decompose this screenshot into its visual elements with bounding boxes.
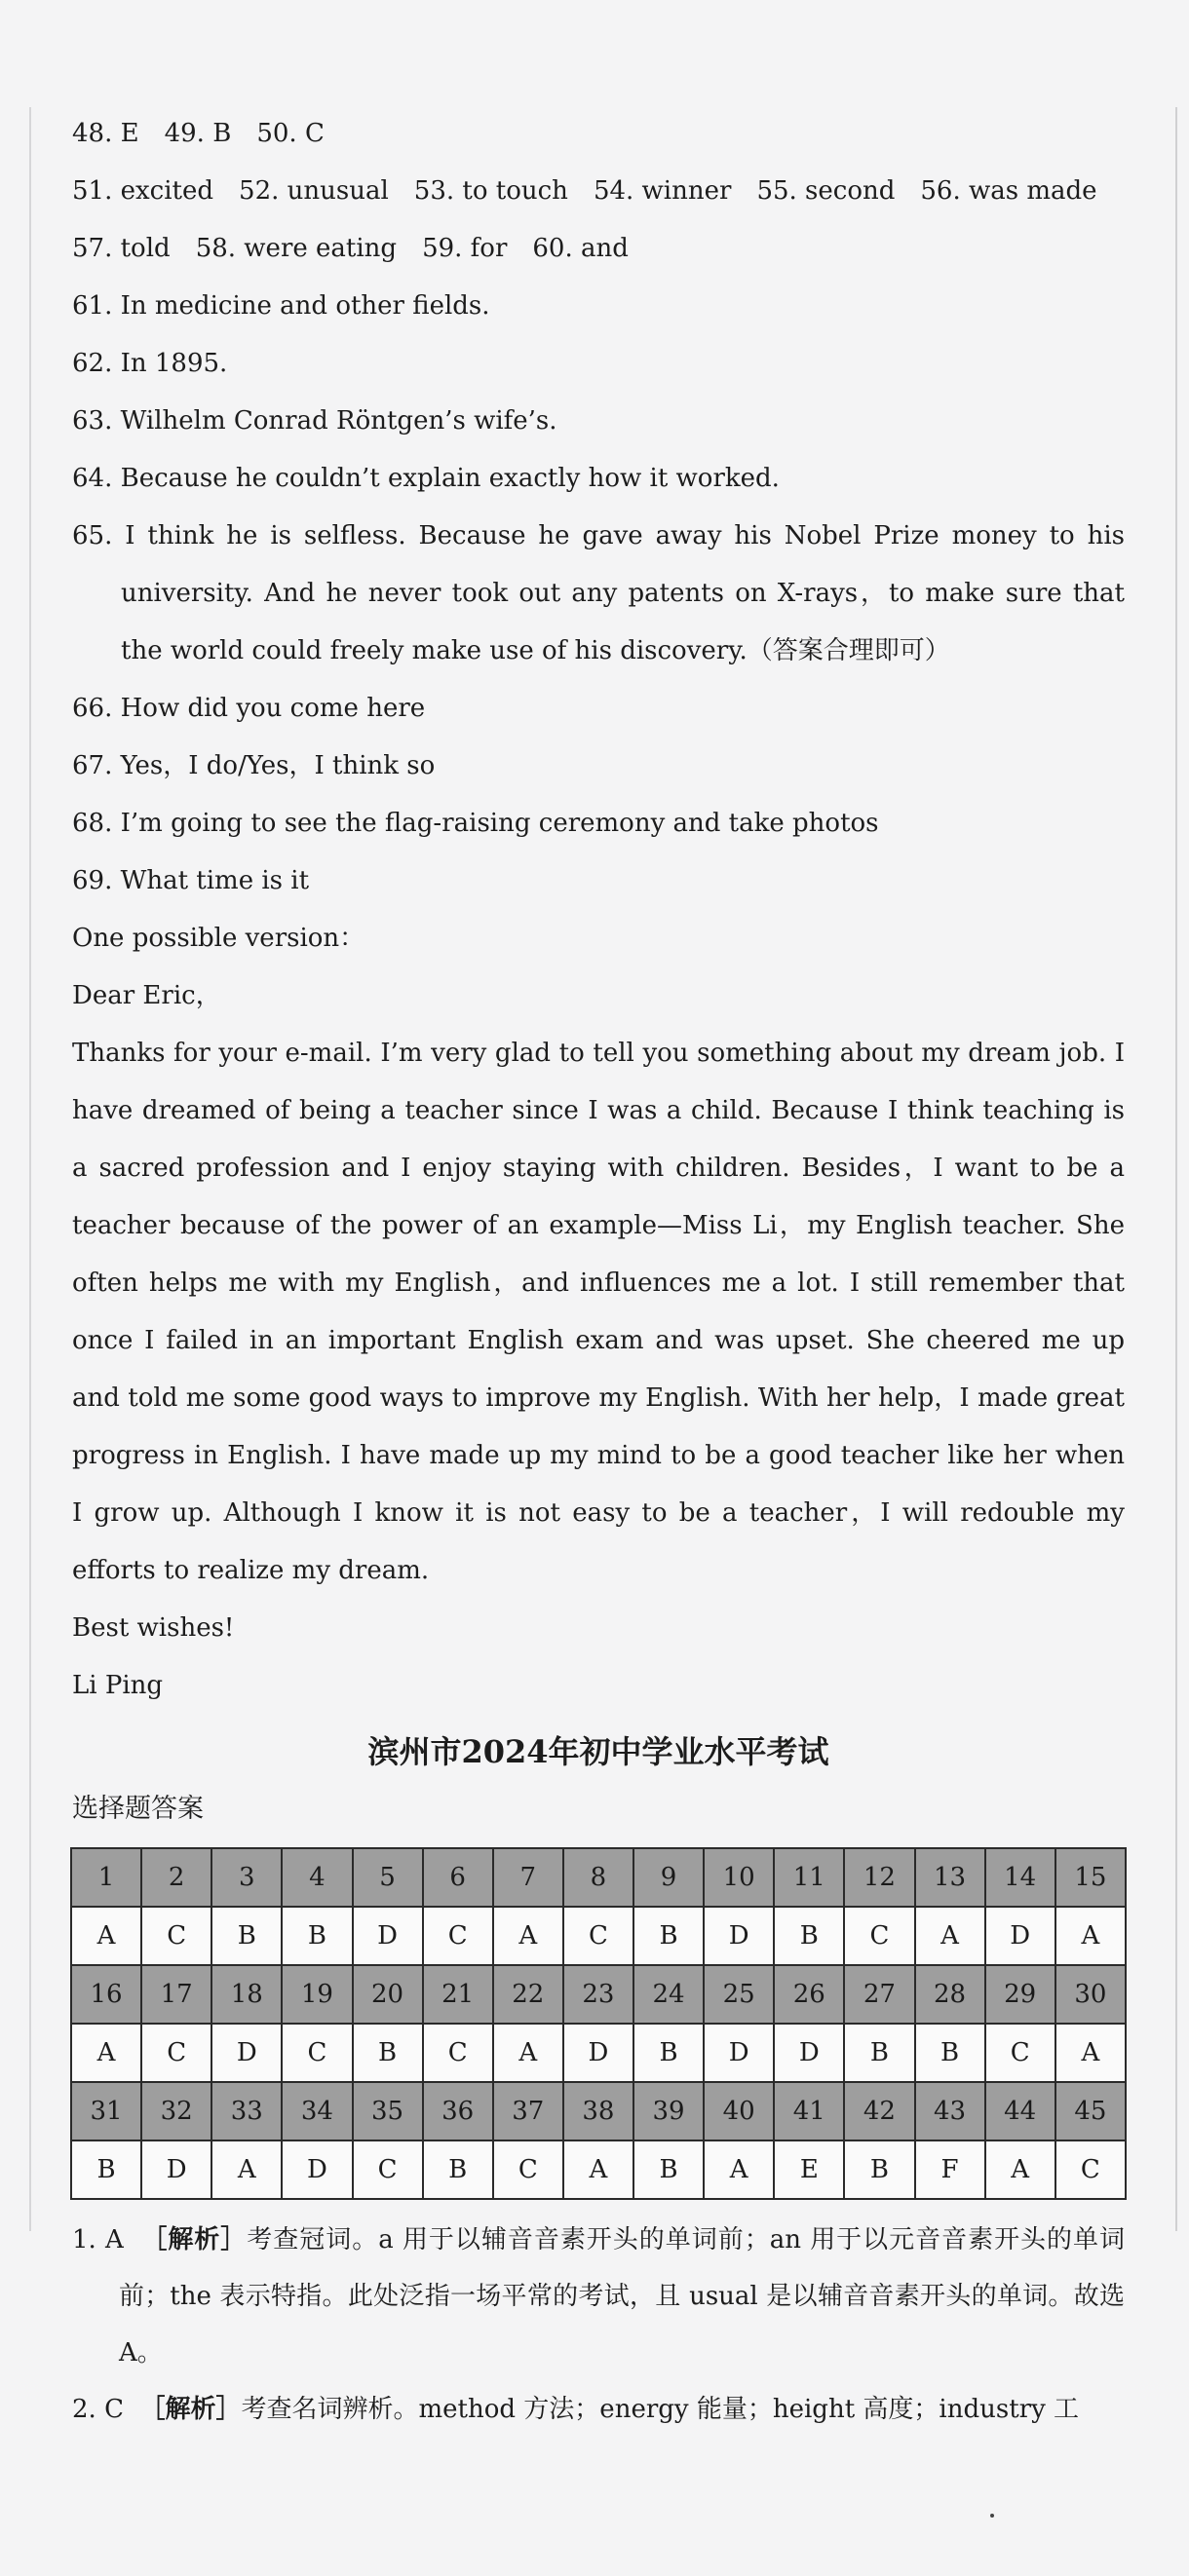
grid-answer-row	[71, 2140, 1126, 2199]
grid-answer-cell: B	[633, 1907, 704, 1965]
grid-answer-cell: C	[141, 1907, 211, 1965]
answer-item: 60. and	[532, 234, 629, 263]
grid-question-number: 34	[282, 2082, 352, 2140]
grid-answer-cell: B	[282, 1907, 352, 1965]
grid-answer-cell: C	[141, 2024, 211, 2082]
grid-answer-cell: B	[915, 2024, 985, 2082]
grid-answer-cell: A	[71, 2024, 141, 2082]
grid-number-row	[71, 1848, 1126, 1907]
essay-intro: One possible version：	[72, 924, 365, 953]
grid-answer-row	[71, 2024, 1126, 2082]
grid-answer-cell: C	[563, 1907, 633, 1965]
answer-row-57-60	[72, 220, 1125, 278]
answer-item: 58. were eating	[195, 234, 398, 263]
grid-question-number: 35	[353, 2082, 423, 2140]
short-answer-64: 64. Because he couldn’t explain exactly how it worked.	[72, 464, 780, 493]
grid-answer-cell: D	[282, 2140, 352, 2199]
section-label: 选择题答案	[72, 1794, 204, 1824]
grid-question-number: 21	[423, 1965, 493, 2024]
grid-answer-cell: D	[141, 2140, 211, 2199]
page-edge-left	[29, 107, 31, 2231]
grid-question-number: 39	[633, 2082, 704, 2140]
grid-answer-cell: A	[71, 1907, 141, 1965]
grid-question-number: 28	[915, 1965, 985, 2024]
grid-question-number: 3	[211, 1848, 282, 1907]
essay-body: Thanks for your e-mail. I’m very glad to tell you something about my dream job. I have dreamed of being a teacher since I was a child. Because I think teaching is a sacred profession and I enjoy staying with children. Besides，I want to be a teacher because of the power of an example—Miss Li，my English teacher. She often helps me with my English，and influences me a lot. I still remember that once I failed in an important English exam and was upset. She cheered me up and told me some good ways to improve my English. With her help，I made great progress in English. I have made up my mind to be a good teacher like her when I grow up. Although I know it is not easy to be a teacher，I will redouble my efforts to realize my dream.	[72, 1039, 1125, 1585]
answer-item: 51. excited	[72, 176, 214, 206]
grid-answer-cell: B	[633, 2024, 704, 2082]
grid-question-number: 42	[844, 2082, 914, 2140]
answer-item: 50. C	[256, 119, 325, 148]
grid-question-number: 33	[211, 2082, 282, 2140]
grid-question-number: 27	[844, 1965, 914, 2024]
explanations	[72, 2212, 1125, 2438]
grid-answer-row	[71, 1907, 1126, 1965]
essay-closing: Best wishes!	[72, 1613, 235, 1643]
grid-question-number: 29	[985, 1965, 1055, 2024]
grid-answer-cell: A	[985, 2140, 1055, 2199]
answer-item: 55. second	[756, 176, 896, 206]
grid-question-number: 5	[353, 1848, 423, 1907]
grid-answer-cell: A	[211, 2140, 282, 2199]
grid-question-number: 10	[704, 1848, 774, 1907]
short-answer-68: 68. I’m going to see the flag-raising ceremony and take photos	[72, 809, 879, 838]
grid-question-number: 14	[985, 1848, 1055, 1907]
page-speck	[990, 2514, 994, 2518]
grid-question-number: 44	[985, 2082, 1055, 2140]
exam-title: 滨州市2024年初中学业水平考试	[367, 1733, 829, 1770]
grid-question-number: 15	[1055, 1848, 1126, 1907]
grid-question-number: 16	[71, 1965, 141, 2024]
grid-answer-cell: A	[1055, 1907, 1126, 1965]
grid-answer-cell: A	[493, 2024, 563, 2082]
grid-question-number: 7	[493, 1848, 563, 1907]
grid-question-number: 1	[71, 1848, 141, 1907]
grid-question-number: 41	[774, 2082, 844, 2140]
grid-question-number: 20	[353, 1965, 423, 2024]
grid-question-number: 38	[563, 2082, 633, 2140]
grid-answer-cell: C	[423, 2024, 493, 2082]
essay-signature: Li Ping	[72, 1671, 164, 1700]
grid-answer-cell: A	[1055, 2024, 1126, 2082]
grid-answer-cell: A	[493, 1907, 563, 1965]
grid-question-number: 31	[71, 2082, 141, 2140]
grid-answer-cell: C	[353, 2140, 423, 2199]
grid-question-number: 25	[704, 1965, 774, 2024]
answer-row-48-50	[72, 105, 1125, 163]
grid-answer-cell: B	[353, 2024, 423, 2082]
explanation-head: 2. C	[72, 2395, 124, 2424]
grid-question-number: 45	[1055, 2082, 1126, 2140]
answer-grid	[70, 1847, 1127, 2200]
answer-item: 49. B	[164, 119, 232, 148]
grid-question-number: 2	[141, 1848, 211, 1907]
grid-answer-cell: D	[704, 2024, 774, 2082]
explanation-head: 1. A	[72, 2225, 124, 2254]
explanation-tag: ［解析］	[139, 2395, 242, 2424]
short-answer-65: 65. I think he is selfless. Because he gave away his Nobel Prize money to his university. And he never took out any patents on X-rays，to make sure that the world could freely make use of his discovery.（答案合理即可）	[72, 521, 1125, 665]
grid-question-number: 37	[493, 2082, 563, 2140]
grid-answer-cell: D	[774, 2024, 844, 2082]
grid-answer-cell: C	[985, 2024, 1055, 2082]
grid-question-number: 32	[141, 2082, 211, 2140]
grid-answer-cell: C	[844, 1907, 914, 1965]
grid-question-number: 30	[1055, 1965, 1126, 2024]
grid-answer-cell: E	[774, 2140, 844, 2199]
grid-answer-cell: B	[774, 1907, 844, 1965]
grid-answer-cell: C	[493, 2140, 563, 2199]
short-answer-62: 62. In 1895.	[72, 349, 228, 378]
grid-answer-cell: C	[423, 1907, 493, 1965]
grid-question-number: 24	[633, 1965, 704, 2024]
grid-answer-cell: A	[915, 1907, 985, 1965]
grid-answer-cell: F	[915, 2140, 985, 2199]
grid-question-number: 17	[141, 1965, 211, 2024]
explanation-text: 考查冠词。a 用于以辅音音素开头的单词前；an 用于以元音音素开头的单词前；the 表示特指。此处泛指一场平常的考试，且 usual 是以辅音音素开头的单词。故选 A。	[119, 2225, 1125, 2368]
answer-item: 52. unusual	[239, 176, 389, 206]
grid-question-number: 13	[915, 1848, 985, 1907]
essay-greeting: Dear Eric，	[72, 981, 221, 1010]
grid-question-number: 18	[211, 1965, 282, 2024]
grid-question-number: 8	[563, 1848, 633, 1907]
short-answer-66: 66. How did you come here	[72, 694, 426, 723]
grid-number-row	[71, 1965, 1126, 2024]
grid-answer-cell: B	[633, 2140, 704, 2199]
grid-answer-cell: C	[282, 2024, 352, 2082]
answer-item: 53. to touch	[413, 176, 568, 206]
answer-item: 57. told	[72, 234, 171, 263]
grid-answer-cell: A	[704, 2140, 774, 2199]
explanation-tag: ［解析］	[141, 2225, 248, 2254]
grid-question-number: 6	[423, 1848, 493, 1907]
grid-question-number: 11	[774, 1848, 844, 1907]
grid-question-number: 23	[563, 1965, 633, 2024]
grid-answer-cell: B	[211, 1907, 282, 1965]
answer-item: 48. E	[72, 119, 139, 148]
short-answer-67: 67. Yes，I do/Yes，I think so	[72, 751, 436, 780]
answer-row-51-56	[72, 163, 1125, 220]
answer-item: 59. for	[422, 234, 508, 263]
explanation-1	[72, 2212, 1125, 2381]
grid-question-number: 22	[493, 1965, 563, 2024]
grid-answer-cell: A	[563, 2140, 633, 2199]
grid-answer-cell: D	[353, 1907, 423, 1965]
grid-answer-cell: D	[985, 1907, 1055, 1965]
page-edge-right	[1175, 107, 1177, 2231]
answer-item: 56. was made	[920, 176, 1097, 206]
grid-number-row	[71, 2082, 1126, 2140]
short-answer-63: 63. Wilhelm Conrad Röntgen’s wife’s.	[72, 406, 557, 436]
grid-answer-cell: D	[563, 2024, 633, 2082]
grid-question-number: 19	[282, 1965, 352, 2024]
grid-question-number: 40	[704, 2082, 774, 2140]
document-body	[72, 105, 1125, 2438]
grid-question-number: 9	[633, 1848, 704, 1907]
explanation-2	[72, 2381, 1125, 2438]
answer-item: 54. winner	[593, 176, 732, 206]
grid-answer-cell: C	[1055, 2140, 1126, 2199]
explanation-text: 考查名词辨析。method 方法；energy 能量；height 高度；industry 工	[241, 2395, 1080, 2424]
short-answer-69: 69. What time is it	[72, 866, 310, 895]
grid-answer-cell: D	[704, 1907, 774, 1965]
grid-question-number: 4	[282, 1848, 352, 1907]
grid-answer-cell: B	[423, 2140, 493, 2199]
grid-answer-cell: D	[211, 2024, 282, 2082]
grid-answer-cell: B	[844, 2140, 914, 2199]
grid-question-number: 43	[915, 2082, 985, 2140]
short-answer-61: 61. In medicine and other fields.	[72, 291, 490, 321]
grid-question-number: 36	[423, 2082, 493, 2140]
grid-question-number: 12	[844, 1848, 914, 1907]
grid-question-number: 26	[774, 1965, 844, 2024]
grid-answer-cell: B	[71, 2140, 141, 2199]
grid-answer-cell: B	[844, 2024, 914, 2082]
